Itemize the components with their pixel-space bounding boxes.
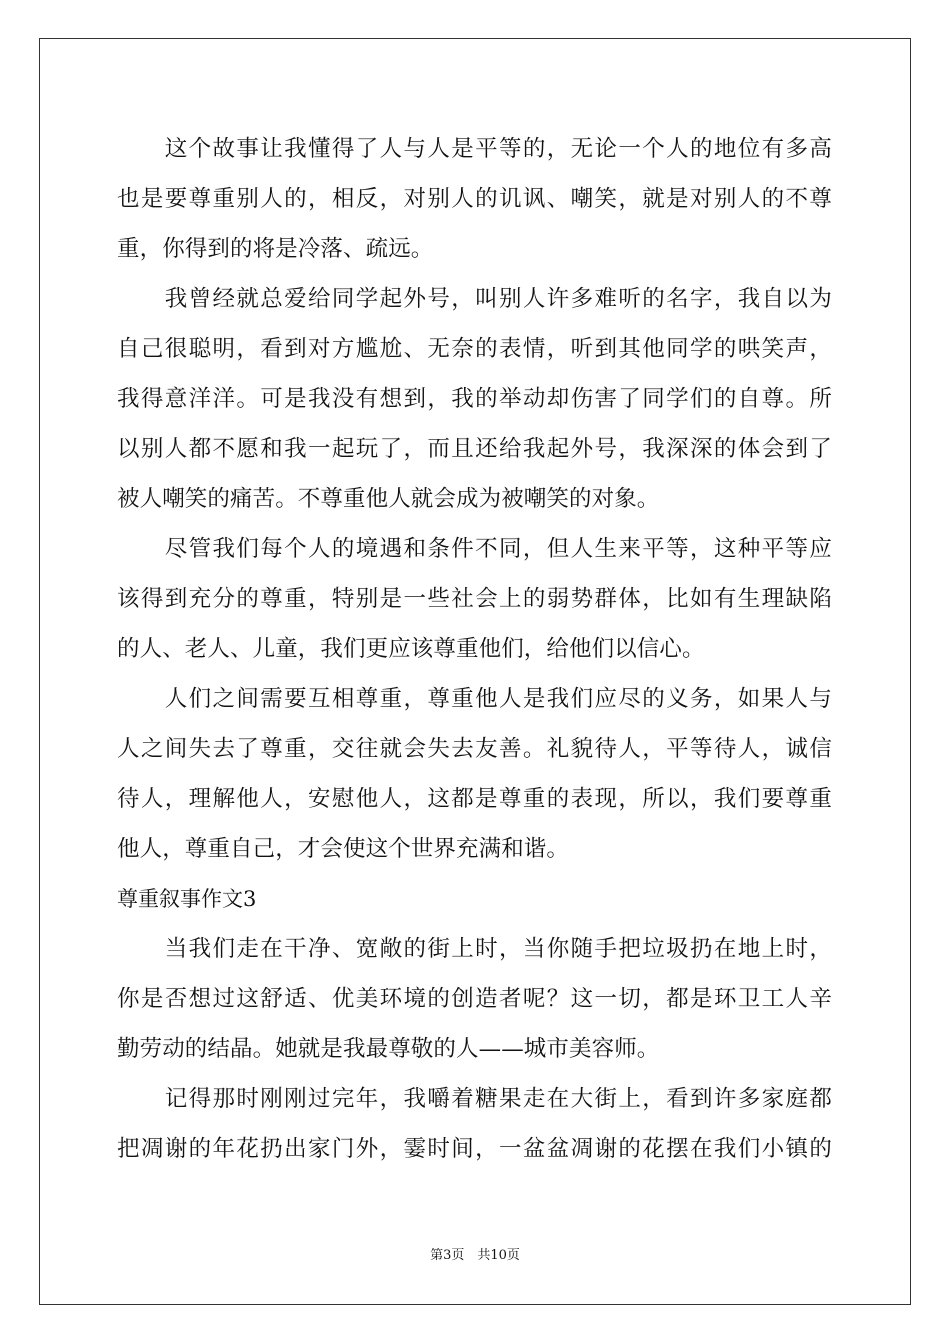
- body-line: 我曾经就总爱给同学起外号，叫别人许多难听的名字，我自以为: [117, 286, 832, 312]
- page-number-footer: 第3页 共10页: [430, 1248, 520, 1263]
- body-line: 重，你得到的将是冷落、疏远。: [117, 236, 434, 262]
- body-line: 待人，理解他人，安慰他人，这都是尊重的表现，所以，我们要尊重: [117, 786, 832, 812]
- section-heading: 尊重叙事作文3: [117, 887, 257, 911]
- body-line: 勤劳动的结晶。她就是我最尊敬的人——城市美容师。: [117, 1036, 660, 1062]
- body-line: 也是要尊重别人的，相反，对别人的讥讽、嘲笑，就是对别人的不尊: [117, 186, 832, 212]
- body-line: 我得意洋洋。可是我没有想到，我的举动却伤害了同学们的自尊。所: [117, 386, 832, 412]
- body-line: 把凋谢的年花扔出家门外，霎时间，一盆盆凋谢的花摆在我们小镇的: [117, 1136, 832, 1162]
- body-line: 的人、老人、儿童，我们更应该尊重他们，给他们以信心。: [117, 636, 705, 662]
- body-line: 记得那时刚刚过完年，我嚼着糖果走在大街上，看到许多家庭都: [117, 1086, 832, 1112]
- body-line: 他人，尊重自己，才会使这个世界充满和谐。: [117, 836, 570, 862]
- body-line: 尽管我们每个人的境遇和条件不同，但人生来平等，这种平等应: [117, 536, 832, 562]
- body-line: 以别人都不愿和我一起玩了，而且还给我起外号，我深深的体会到了: [117, 436, 832, 462]
- body-line: 自己很聪明，看到对方尴尬、无奈的表情，听到其他同学的哄笑声，: [117, 336, 832, 362]
- body-line: 该得到充分的尊重，特别是一些社会上的弱势群体，比如有生理缺陷: [117, 586, 832, 612]
- body-line: 这个故事让我懂得了人与人是平等的，无论一个人的地位有多高: [117, 136, 832, 162]
- page-border: [39, 38, 911, 1305]
- body-line: 当我们走在干净、宽敞的街上时，当你随手把垃圾扔在地上时，: [117, 936, 832, 962]
- body-line: 被人嘲笑的痛苦。不尊重他人就会成为被嘲笑的对象。: [117, 486, 660, 512]
- body-line: 你是否想过这舒适、优美环境的创造者呢？这一切，都是环卫工人辛: [117, 986, 832, 1012]
- body-line: 人之间失去了尊重，交往就会失去友善。礼貌待人，平等待人，诚信: [117, 736, 832, 762]
- body-line: 人们之间需要互相尊重，尊重他人是我们应尽的义务，如果人与: [117, 686, 832, 712]
